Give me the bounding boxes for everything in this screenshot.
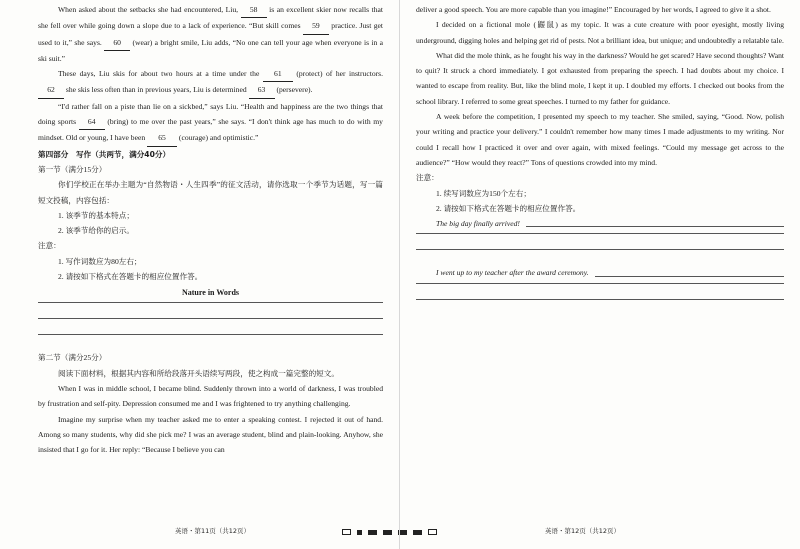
essay-title: Nature in Words [181, 288, 240, 298]
blank-64[interactable]: 64 [79, 114, 105, 130]
text: is an excellent skier now recalls that she fell over while going down a slope due to a lack of experience. “But skill comes [38, 5, 383, 31]
story-paragraph-3: deliver a good speech. You are more capable than you imagine!” Encouraged by her words, I agreed to give it a shot. [416, 5, 771, 14]
text: (courage) and optimistic.” [177, 133, 259, 143]
registration-mark [383, 530, 392, 535]
text: (wear) a bright smile, Liu adds, “No one can tell your age when everyone is in a ski suit.” [38, 37, 383, 63]
passage-paragraph-2 [38, 66, 383, 99]
text: (persevere). [274, 85, 313, 95]
passage-paragraph-3 [38, 99, 383, 147]
blank-61[interactable]: 61 [263, 66, 293, 82]
text: practice. Just get used to it,” she says. [38, 21, 383, 47]
section2-heading: 第二节（满分25分） [38, 353, 107, 363]
text: “I'd rather fall on a piste than lie on a sickbed,” says Liu. “Health and happiness are the two things that doing sports [38, 101, 383, 127]
writing-line[interactable] [416, 299, 784, 300]
prompt-1-row [416, 216, 784, 231]
right-column [416, 2, 784, 315]
writing-lines [38, 302, 383, 335]
paragraph-opener-1: The big day finally arrived! [436, 219, 520, 229]
writing-lines-1 [416, 233, 784, 250]
right-page [400, 0, 800, 549]
story-paragraph-4: I decided on a fictional mole (鼹鼠) as my topic. It was a cute creature with poor eyesight, mostly living underground, digging holes and helping get rid of pests. Not a brilliant idea, but unique; and undoubtedly a relatable tale. [416, 20, 784, 45]
writing-line[interactable] [38, 302, 383, 303]
section1-intro: 你们学校正在举办主题为“自然物语・人生四季”的征文活动，请你选取一个季节为话题，写一篇短文投稿，内容包括： [38, 180, 383, 205]
prompt-2-row [416, 265, 784, 280]
section1-item-1: 1. 该季节的基本特点； [58, 210, 134, 220]
part4-heading: 第四部分 写作（共两节，满分40分） [38, 149, 171, 159]
page-footer-left: 英语・第11页（共12页） [175, 527, 251, 535]
text: (bring) to me over the past years,” she says. “I don't think age has much to do with my mindset. Old or young, I have been [38, 117, 383, 143]
blank-63[interactable]: 63 [249, 82, 275, 98]
note-label: 注意： [416, 173, 439, 183]
story-paragraph-6: A week before the competition, I presented my speech to my teacher. She smiled, saying, “Good. Now, polish your writing and practice your delivery.” I couldn't remember how many times I made adjustments to my writing. Nor could I recall how I practiced it over and over again, with mixed feelings. “Could my message get across to the audience?” “How would they react?” Tons of questions crowded into my mind. [416, 112, 784, 167]
registration-mark [342, 529, 351, 535]
text: When asked about the setbacks she had encountered, Liu, [58, 5, 241, 14]
continuation-note-2: 2. 请按如下格式在答题卡的相应位置作答。 [436, 203, 581, 213]
writing-line[interactable] [416, 283, 784, 284]
writing-line[interactable] [38, 334, 383, 335]
section1-note-1: 1. 写作词数应为80左右； [58, 256, 142, 266]
registration-mark [357, 530, 362, 535]
text: These days, Liu skis for about two hours at a time under the [58, 69, 263, 79]
text: she skis less often than in previous years, Liu is determined [64, 85, 249, 95]
section2-intro: 阅读下面材料，根据其内容和所给段落开头语续写两段，使之构成一篇完整的短文。 [58, 368, 339, 378]
section1-note-2: 2. 请按如下格式在答题卡的相应位置作答。 [58, 272, 203, 282]
story-paragraph-5: What did the mole think, as he fought his way in the darkness? Would he get scared? Have second thoughts? Want to quit? It struck a chord immediately. I got exhausted from preparing the speech. I had doubts about my choice. I wanted to escape from reality. But, like the blind mole, I kept it up. I doubled my efforts. I checked out books from the school library. I referred to some great speeches. I turned to my father for guidance. [416, 50, 784, 106]
writing-line[interactable] [595, 276, 784, 277]
blank-65[interactable]: 65 [147, 130, 177, 146]
passage-paragraph-1 [38, 2, 383, 66]
writing-line[interactable] [416, 233, 784, 234]
writing-line[interactable] [526, 226, 784, 227]
story-paragraph-1: When I was in middle school, I became blind. Suddenly thrown into a world of darkness, I was troubled by frustration and self-pity. Depression consumed me and I was frightened to try anything challenging. [38, 383, 383, 409]
section1-heading: 第一节（满分15分） [38, 164, 107, 174]
writing-lines-2 [416, 283, 784, 300]
story-paragraph-2: Imagine my surprise when my teacher asked me to enter a speaking contest. I rejected it out of hand. Among so many students, why did she pick me? I was an average student, blind and plain-looking. Anyhow, she insisted that I go for it. Her reply: “Because I believe you can [38, 414, 383, 455]
text: (protect) of her instructors. [292, 69, 383, 79]
blank-59[interactable]: 59 [303, 18, 329, 34]
writing-line[interactable] [416, 249, 784, 250]
blank-58[interactable]: 58 [241, 2, 267, 18]
section1-item-2: 2. 该季节给你的启示。 [58, 226, 134, 236]
blank-60[interactable]: 60 [104, 35, 130, 51]
continuation-note-1: 1. 续写词数应为150个左右； [436, 188, 531, 198]
page-footer-right: 英语・第12页（共12页） [545, 527, 621, 535]
blank-62[interactable]: 62 [38, 82, 64, 98]
paragraph-opener-2: I went up to my teacher after the award ceremony. [436, 268, 589, 278]
note-label: 注意： [38, 241, 61, 251]
writing-line[interactable] [38, 318, 383, 319]
registration-mark [368, 530, 377, 535]
left-column [38, 2, 383, 457]
